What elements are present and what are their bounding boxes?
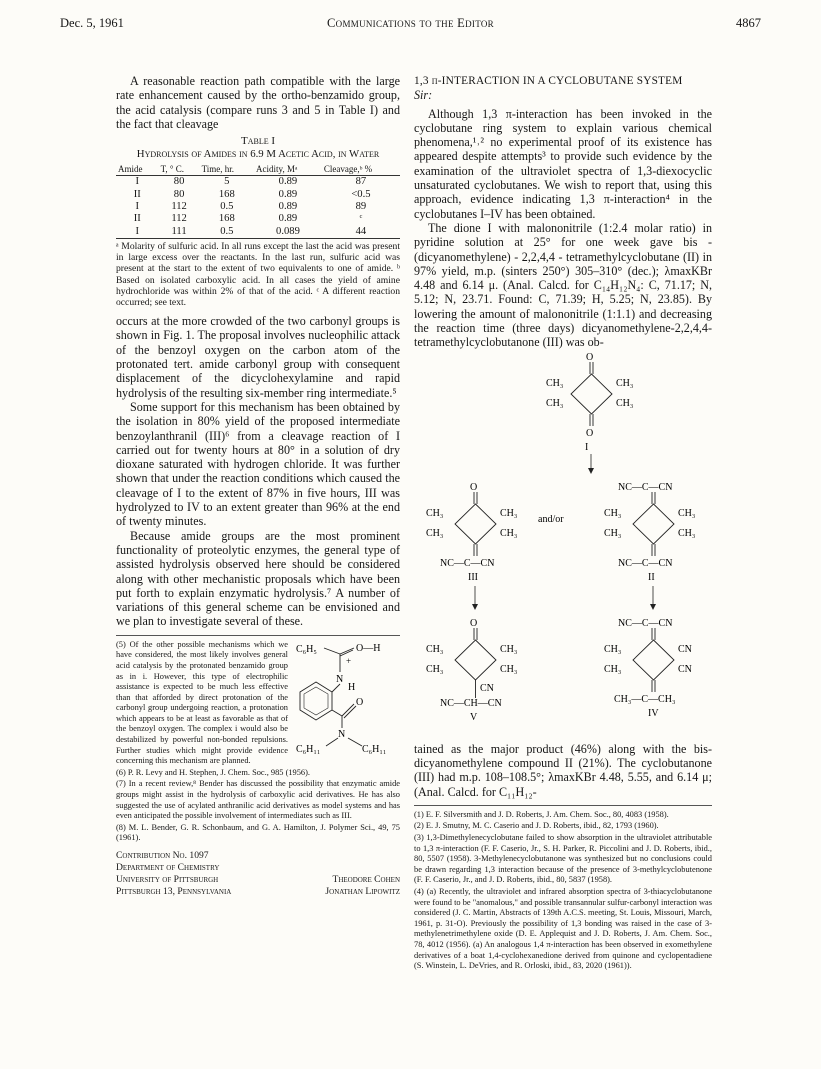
- atom-label: CH₃: [604, 663, 622, 675]
- atom-label: CH₃: [616, 377, 634, 389]
- footnote-7: (7) In a recent review,⁸ Bender has discussed the possibility that enzymatic amide groups might assist in the hydrolysis of carboxylic acid derivatives. He has also suggested the use of acylated anthranilic acid derivatives as model systems and has even anticipated the possible involvement of intermediates such as III.: [116, 779, 400, 821]
- hydrolysis-table: [116, 163, 400, 239]
- reaction-scheme-drawing: [414, 350, 712, 824]
- atom-label: CH₃: [426, 527, 444, 539]
- footnote-5: (5) Of the other possible mechanisms which we have considered, the most likely involves general acid catalysis by the protonated benzamido group as in i. However, this type of electrophilic assistance is expected to be much less effective than that afforded by direct protonation of the carbonyl group undergoing reaction, a protonation which appears to be at least as favorable as that of the benzoyl oxygen. The complex i would also be destabilized by powerful non-bonded repulsions. Further studies which might provide evidence concerning this mechanism are planned.: [116, 639, 288, 766]
- atom-label: CH₃: [546, 397, 564, 409]
- atom-label: CH₃: [678, 507, 696, 519]
- atom-label: CH₃: [500, 507, 518, 519]
- atom-label: CH₃—C—CH₃: [614, 693, 676, 705]
- table-cell: 0.089: [254, 226, 322, 239]
- table-footnote: ᵃ Molarity of sulfuric acid. In all runs except the last the acid was present in large excess over the reactants. In the last run, sulfuric acid was present at the start to the extent of two equivalents to one of amide. ᵇ Based on isolated carboxylic acid. In all cases the yield of amine hydrochloride was within 2% of that of the acid. ᶜ A different reaction occurred; see text.: [116, 240, 400, 308]
- compound-label: V: [470, 711, 478, 723]
- affiliation: [116, 850, 231, 898]
- author-name: Theodore Cohen: [332, 874, 400, 885]
- left-footnotes: [116, 640, 400, 844]
- table-row: [116, 201, 400, 213]
- table-cell: 89: [355, 201, 367, 213]
- right-paragraph-3: tained as the major product (46%) along with the bis-dicyanomethylene compound II (21%). The cyclobutanone (III) had m.p. 108–108.5°; λmaxKBr 4.48, 5.55, and 6.14 μ; (Anal. Calcd. for C₁₁H₁₂-: [414, 741, 712, 799]
- table-cell: 0.89: [278, 201, 298, 213]
- table-cell: 80: [173, 188, 185, 200]
- left-paragraph-4: Because amide groups are the most prominent functionality of proteolytic enzymes, the general type of assisted hydrolysis observed here should be considered along with other mechanistic proposals which have been put forth to explain enzymatic hydrolysis.⁷ A number of variations of this general scheme can be envisioned and we plan to investigate several of these.: [116, 528, 400, 629]
- atom-label: NC—C—CN: [618, 481, 673, 493]
- header-page-number: 4867: [736, 16, 761, 30]
- compound-V: [426, 618, 517, 723]
- atom-label: C₆H₁₁: [362, 743, 387, 755]
- atom-label: CH₃: [500, 643, 518, 655]
- atom-label: CH₃: [500, 663, 518, 675]
- atom-label: CH₃: [604, 643, 622, 655]
- compound-label: III: [468, 571, 478, 583]
- table-cell: I: [116, 226, 159, 239]
- atom-label: CH₃: [426, 643, 444, 655]
- and-or-label: and/or: [538, 513, 564, 525]
- compound-label: II: [648, 571, 655, 583]
- compound-label: IV: [648, 707, 659, 719]
- atom-label: O: [356, 696, 364, 708]
- header-section: Communications to the Editor: [327, 16, 494, 30]
- table-cell: 112: [171, 201, 187, 213]
- table-cell: 5: [224, 176, 230, 188]
- affiliation-line: Department of Chemistry: [116, 862, 220, 873]
- table-cell: 168: [218, 188, 235, 200]
- atom-label: CN: [480, 682, 494, 694]
- table-cell: 0.89: [278, 188, 298, 200]
- article-title: 1,3 π-INTERACTION IN A CYCLOBUTANE SYSTEM: [414, 75, 683, 87]
- table-caption: Hydrolysis of Amides in 6.9 M Acetic Acid, in Water: [136, 148, 380, 161]
- right-paragraph-1: Although 1,3 π-interaction has been invoked in the cyclobutane ring system to explain various chemical phenomena,¹˒² no experimental proof of its existence has appeared despite attempts³ to provide such evidence by the examination of the ultraviolet spectra of 1,3-diexocyclic unsaturated cyclobutanes. We wish to report that, using this approach, evidence indicating 1,3 π-interaction⁴ in the cyclobutanes I–IV has been obtained.: [414, 106, 712, 221]
- table-cell: I: [135, 201, 140, 213]
- header-date: Dec. 5, 1961: [60, 16, 124, 30]
- author-name: Jonathan Lipowitz: [325, 886, 400, 897]
- running-header: [60, 16, 761, 32]
- signature-block: [116, 850, 400, 898]
- reaction-scheme: [414, 350, 712, 824]
- atom-label: N: [336, 673, 344, 685]
- table-cell: 0.5: [220, 201, 234, 213]
- atom-label: CH₃: [604, 527, 622, 539]
- left-column: [116, 74, 400, 898]
- right-column: [414, 74, 712, 973]
- atom-label: O: [586, 427, 594, 439]
- footnote-6: (6) P. R. Levy and H. Stephen, J. Chem. Soc., 985 (1956).: [116, 767, 311, 777]
- table-row: [116, 189, 400, 201]
- table-row: [116, 226, 400, 239]
- table-cell: 44: [322, 226, 400, 239]
- atom-label: O—H: [356, 642, 381, 654]
- atom-label: N: [338, 728, 346, 740]
- reference-1: (1) E. F. Silversmith and J. D. Roberts, J. Am. Chem. Soc., 80, 4083 (1958).: [414, 809, 669, 819]
- table-row: [116, 213, 400, 225]
- table-header: Time, hr.: [200, 163, 254, 176]
- atom-label: CH₃: [500, 527, 518, 539]
- table-cell: II: [133, 213, 141, 225]
- table-header: T, ° C.: [159, 163, 200, 176]
- atom-label: CH₃: [426, 507, 444, 519]
- affiliation-line: Pittsburgh 13, Pennsylvania: [116, 886, 232, 897]
- atom-label: NC—C—CN: [618, 557, 673, 569]
- right-footnotes: [414, 810, 712, 972]
- table-header: Amide: [116, 163, 159, 176]
- atom-label: CH₃: [546, 377, 564, 389]
- table-row: [116, 176, 400, 189]
- affiliation-line: University of Pittsburgh: [116, 874, 219, 885]
- affiliation-line: Contribution No. 1097: [116, 850, 209, 861]
- atom-label: NC—C—CN: [618, 617, 673, 629]
- left-paragraph-2: occurs at the more crowded of the two carbonyl groups is shown in Fig. 1. The proposal involves nucleophilic attack of the benzoyl oxygen on the carbon atom of the protonated tert. amide carbonyl group with consequent displacement of the dicyclohexylamine and rapid hydrolysis of the resulting six-member ring intermediate.⁵: [116, 314, 400, 400]
- atom-label: O: [470, 617, 478, 629]
- atom-label: O: [586, 351, 594, 363]
- reference-2: (2) E. J. Smutny, M. C. Caserio and J. D. Roberts, ibid., 82, 1793 (1960).: [414, 821, 659, 831]
- table-cell: 111: [159, 226, 200, 239]
- table-header: Cleavage,ᵇ %: [322, 163, 400, 176]
- compound-label: I: [585, 441, 589, 453]
- footnote-5-block: [116, 640, 400, 767]
- footnote-rule: [116, 635, 400, 636]
- compound-II: [604, 482, 695, 583]
- atom-label: +: [346, 655, 352, 666]
- table-cell: 0.89: [278, 176, 298, 188]
- atom-label: CH₃: [604, 507, 622, 519]
- atom-label: C₆H₁₁: [296, 743, 321, 755]
- structure-i: [296, 638, 404, 756]
- left-paragraph-1: A reasonable reaction path compatible with the large rate enhancement caused by the ortho-benzamido group, the acid catalysis (compare runs 3 and 5 in Table I) and the fact that cleavage: [116, 74, 400, 131]
- table-cell: 0.5: [200, 226, 254, 239]
- table-header: Acidity, Mᵃ: [254, 163, 322, 176]
- compound-III: [426, 482, 517, 583]
- table-cell: ᶜ: [359, 213, 363, 225]
- table-cell: 112: [171, 213, 187, 225]
- table-cell: 168: [218, 213, 235, 225]
- atom-label: CN: [678, 663, 692, 675]
- table-cell: 0.89: [278, 213, 298, 225]
- atom-label: H: [348, 681, 356, 693]
- atom-label: C₆H₅: [296, 643, 317, 655]
- reference-3: (3) 1,3-Dimethylenecyclobutane failed to show absorption in the ultraviolet attributable to 1,3 π-interaction (F. F. Caserio, Jr., S. H. Parker, R. Piccolini and J. D. Roberts, ibid., 80, 5507 (1958). 3-Methylenecyclobutanone was synthesized but no conclusions could be drawn regarding 1,3 interaction because of the presence of 3-methylcyclobutenone (F. F. Caserio, Jr., and J. D. Roberts, ibid., 80, 5837 (1958).: [414, 833, 712, 885]
- authors: [325, 850, 400, 898]
- table-cell: <0.5: [351, 188, 371, 200]
- compound-I: [546, 352, 633, 453]
- atom-label: NC—C—CN: [440, 557, 495, 569]
- atom-label: CN: [678, 643, 692, 655]
- right-paragraph-2: The dione I with malononitrile (1:2.4 molar ratio) in pyridine solution at 25° for one week gave bis - (dicyanomethylene) - 2,2,4,4 - tetramethylcyclobutane (II) in 97% yield, m.p. (sinters 250°) 305–310° (dec.); λmaxKBr 4.48 and 6.14 μ. (Anal. Calcd. for C₁₄H₁₂N₄: C, 71.17; N, 5.12; N, 23.71. Found: C, 71.39; H, 5.25; N, 23.85). By lowering the amount of malononitrile (1:1.1) and decreasing the reaction time (three days) dicyanomethylene-2,2,4,4-tetramethylcyclobutanone (III) was ob-: [414, 220, 712, 350]
- atom-label: CH₃: [616, 397, 634, 409]
- footnote-8: (8) M. L. Bender, G. R. Schonbaum, and G. A. Hamilton, J. Polymer Sci., 49, 75 (1961).: [116, 822, 400, 843]
- atom-label: NC—CH—CN: [440, 697, 502, 709]
- reference-4: (4) (a) Recently, the ultraviolet and infrared absorption spectra of 3-thiacyclobutanone were found to be "anomalous," and possible transannular sulfur-carbonyl interaction was considered (J. C. Martin, Abstracts of 139th A.C.S. meeting, St. Louis, Missouri, March, 1961, p. 31-O). Previously the possibility of 1,3 bonding was raised in the case of 3-methylenetrimethylene oxide (D. E. Applequist and J. D. Roberts, J. Am. Chem. Soc., 78, 4012 (1956). (a) An analogous 1,4 π-interaction has been observed in exomethylene derivatives of a boat 1,4-cyclohexanedione derived from quinone and cyclopentadiene (S. Winstein, L. DeVries, and R. Orloski, ibid., 83, 2020 (1961)).: [414, 886, 712, 971]
- table-cell: 80: [173, 176, 185, 188]
- table-cell: 87: [355, 176, 367, 188]
- table-cell: I: [135, 176, 140, 188]
- atom-label: CH₃: [678, 527, 696, 539]
- salutation: Sir:: [414, 88, 433, 103]
- table-label: Table I: [240, 135, 276, 148]
- left-paragraph-3: Some support for this mechanism has been obtained by the isolation in 80% yield of the proposed intermediate benzoylanthranil (III)⁶ from a cleavage reaction of I carried out for twenty hours at 80° in a solution of dry dioxane saturated with hydrogen chloride. It was further shown that under the reaction conditions which caused the cleavage of I to the extent of 87% in five hours, III was hydrolyzed to IV to an extent greater than 96% at the end of twenty minutes.: [116, 399, 400, 529]
- compound-IV: [604, 618, 692, 719]
- atom-label: O: [470, 481, 478, 493]
- table-cell: II: [133, 188, 141, 200]
- atom-label: CH₃: [426, 663, 444, 675]
